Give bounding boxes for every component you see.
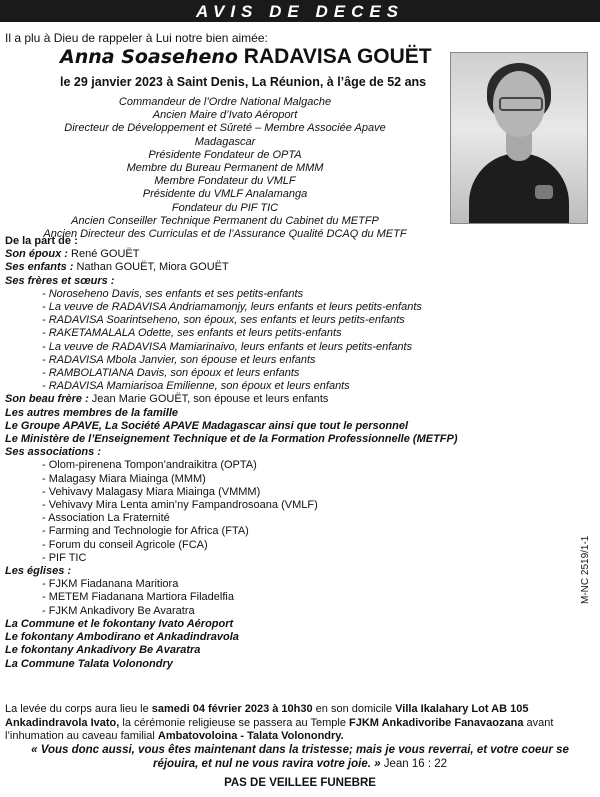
association-item: - PIF TIC [42, 551, 87, 564]
association-item: - Vehivavy Malagasy Miara Miainga (VMMM) [42, 485, 261, 498]
sibling-item: - RAKETAMALALA Odette, ses enfants et leurs petits-enfants [42, 327, 342, 340]
spouse-label: Son époux : [5, 248, 68, 261]
titles-list [35, 96, 415, 241]
association-item: - Vehivavy Mira Lenta amin’ny Fampandrosoana (VMLF) [42, 499, 318, 512]
title-item: Ancien Maire d’Ivato Aéroport [152, 109, 298, 122]
church-item: - METEM Fiadanana Martiora Filadelfia [42, 591, 234, 604]
ceremony-cemetery: Ambatovoloina - Talata Volonondry. [157, 730, 344, 742]
reference-code: M-NC 2519/1-1 [580, 535, 591, 604]
portrait-photo [450, 52, 588, 224]
title-item: Présidente Fondateur de OPTA [148, 148, 302, 161]
siblings-heading: Ses frères et sœurs : [5, 274, 115, 287]
sibling-item: - RADAVISA Mbola Janvier, son épouse et leurs enfants [42, 353, 316, 366]
no-wake-notice: PAS DE VEILLEE FUNEBRE [224, 777, 376, 789]
brother-in-law-value: Jean Marie GOUËT, son épouse et leurs enfants [88, 393, 329, 406]
sibling-item: - RADAVISA Soarintseheno, son époux, ses enfants et leurs petits-enfants [42, 314, 405, 327]
deceased-name [60, 45, 432, 69]
association-item: - Association La Fraternité [42, 512, 170, 525]
de-la-part-heading: De la part de : [5, 235, 78, 247]
association-item: - Farming and Technologie for Africa (FTA) [42, 525, 249, 538]
ceremony-text: la cérémonie religieuse se passera au Temple [119, 716, 350, 729]
ceremony-date: samedi 04 février 2023 à 10h30 [151, 703, 313, 715]
quote-reference: Jean 16 : 22 [380, 757, 448, 770]
community-line: Le fokontany Ambodirano et Ankadindravola [5, 631, 239, 644]
associations-heading: Ses associations : [5, 446, 101, 459]
quote-text: « Vous donc aussi, vous êtes maintenant dans la tristesse; mais je vous reverrai, et votre coeur se réjouira, et nul ne vous ravira votre joie. » [31, 744, 569, 770]
ceremony-temple: FJKM Ankadivoribe Fanavaozana [349, 716, 524, 729]
banner-title: AVIS DE DECES [0, 0, 600, 22]
title-item: Ancien Directeur des Curriculas et de l’Assurance Qualité DCAQ du METF [43, 228, 407, 241]
churches-heading: Les églises : [5, 565, 72, 578]
sibling-item: - La veuve de RADAVISA Andriamamonjy, leurs enfants et leurs petits-enfants [42, 301, 422, 314]
community-line: La Commune Talata Volonondry [5, 657, 173, 670]
sibling-item: - RADAVISA Mamiarisoa Emilienne, son époux et leurs enfants [42, 380, 350, 393]
family-line: Le Groupe APAVE, La Société APAVE Madagascar ainsi que tout le personnel [5, 419, 409, 432]
date-line: le 29 janvier 2023 à Saint Denis, La Réunion, à l’âge de 52 ans [60, 75, 427, 89]
children-line [5, 261, 595, 274]
sibling-item: - Noroseheno Davis, ses enfants et ses petits-enfants [42, 287, 304, 300]
family-section [5, 235, 595, 671]
association-item: - Olom-pirenena Tompon’andraikitra (OPTA) [42, 459, 257, 472]
deceased-first-names: Anna Soaseheno [60, 46, 238, 68]
deceased-last-name: RADAVISA GOUËT [243, 45, 432, 68]
ceremony-text: en son domicile [312, 703, 396, 715]
ceremony-address: Villa Ikalahary Lot AB 105 Ankadindravola Ivato, [5, 703, 529, 729]
sibling-item: - La veuve de RADAVISA Mamiarinaivo, leurs enfants et leurs petits-enfants [42, 340, 413, 353]
bible-quote [20, 744, 580, 771]
spouse-line [5, 248, 595, 261]
children-value: Nathan GOUËT, Miora GOUËT [73, 261, 229, 274]
title-item: Ancien Conseiller Technique Permanent du Cabinet du METFP [71, 214, 379, 227]
children-label: Ses enfants : [5, 261, 74, 274]
ceremony-text: La levée du corps aura lieu le [5, 703, 152, 715]
title-item: Présidente du VMLF Analamanga [142, 188, 308, 201]
title-item: Membre Fondateur du VMLF [154, 175, 296, 188]
ceremony-details [5, 703, 595, 744]
association-item: - Malagasy Miara Miainga (MMM) [42, 472, 206, 485]
spouse-value: René GOUËT [67, 248, 140, 261]
family-line: Le Ministère de l’Enseignement Technique et de la Formation Professionnelle (METFP) [5, 433, 458, 446]
brother-in-law-label: Son beau frère : [5, 393, 89, 406]
community-line: La Commune et le fokontany Ivato Aéroport [5, 617, 234, 630]
family-line: Les autres membres de la famille [5, 406, 179, 419]
title-item: Directeur de Développement et Sûreté – Membre Associée Apave Madagascar [64, 122, 386, 148]
title-item: Membre du Bureau Permanent de MMM [126, 162, 324, 175]
title-item: Commandeur de l’Ordre National Malgache [118, 96, 332, 108]
community-line: Le fokontany Ankadivory Be Avaratra [5, 644, 201, 657]
association-item: - Forum du conseil Agricole (FCA) [42, 538, 208, 551]
sibling-item: - RAMBOLATIANA Davis, son époux et leurs enfants [42, 367, 300, 380]
title-item: Fondateur du PIF TIC [171, 201, 279, 214]
ceremony-text: avant l’inhumation au caveau familial [5, 716, 554, 742]
church-item: - FJKM Ankadivory Be Avaratra [42, 604, 195, 617]
intro-text: Il a plu à Dieu de rappeler à Lui notre bien aimée: [5, 31, 268, 45]
church-item: - FJKM Fiadanana Maritiora [42, 578, 179, 591]
brother-in-law-line [5, 393, 595, 406]
